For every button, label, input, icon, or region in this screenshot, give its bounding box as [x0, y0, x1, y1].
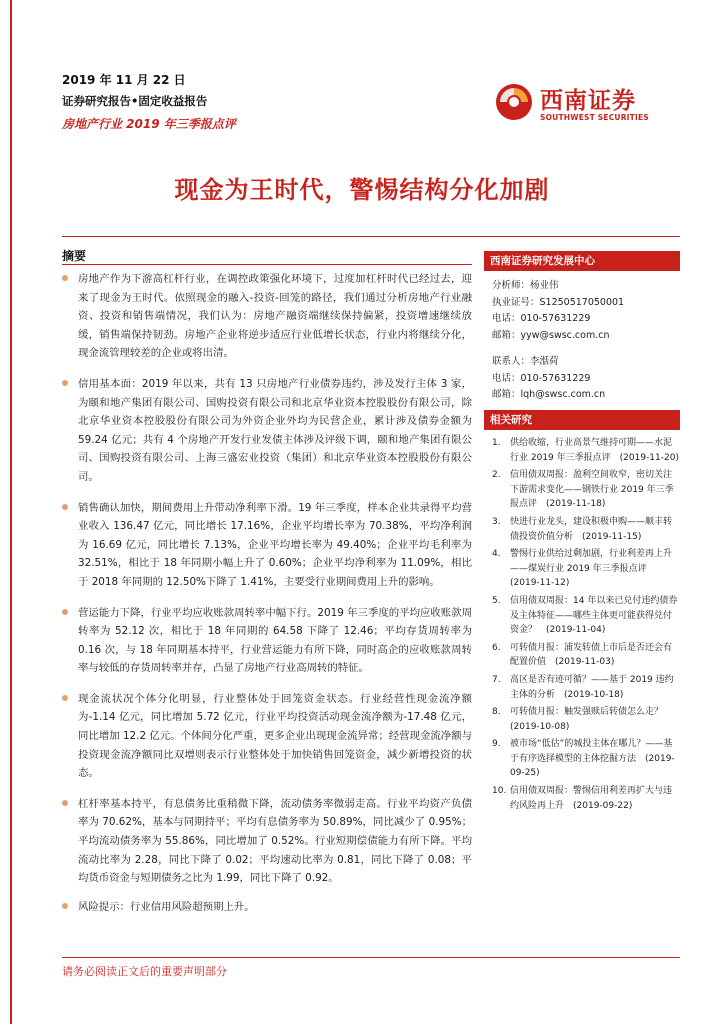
- report-topic: 房地产行业 2019 年三季报点评: [62, 117, 236, 131]
- bullet-icon: [62, 903, 68, 909]
- research-center-heading: 西南证券研究发展中心: [484, 251, 680, 271]
- analyst-email[interactable]: 邮箱：yyw@swsc.com.cn: [492, 329, 610, 341]
- left-margin-rule: [10, 0, 12, 1024]
- bullet-icon: [62, 695, 68, 701]
- analyst-contact: [484, 278, 680, 404]
- footer-divider: [62, 957, 680, 958]
- contact-email[interactable]: 邮箱：lqh@swsc.com.cn: [492, 389, 606, 400]
- summary-paragraph: 信用基本面：2019 年以来，共有 13 只房地产行业债券违约，涉及发行主体 3 家，为颐和地产集团有限公司、国购投资有限公司和北京华业资本控股股份有限公司，除北京华业资本控股股份有限公司为外资企业外均为民营企业，累计涉及债券金额为 59.24 亿元；共有 4 个房地产开发行业发债主体涉及评级下调，颐和地产集团有限公司、国购投资有限公司、上海三盛宏业投资（集团）和北京华业资本控股股份有限公司。: [62, 375, 472, 487]
- report-type: 证券研究报告•固定收益报告: [62, 94, 208, 108]
- contact-gap: [484, 344, 680, 354]
- risk-warning: 风险提示：行业信用风险超预期上升。: [62, 898, 472, 917]
- summary-paragraph: 房地产作为下游高杠杆行业，在调控政策强化环境下，过度加杠杆时代已经过去，迎来了现金为王时代。依照现金的融入-投资-回笼的路径，我们通过分析房地产行业融资、投资和销售端情况，我们认为：房地产融资端继续保持偏紧，投资增速继续放缓，销售端保持韧劲。房地产企业将逆步适应行业低增长状态，行业内将继续分化，现金流管理较差的企业或将出清。: [62, 270, 472, 363]
- related-research-heading: 相关研究: [484, 410, 680, 430]
- footer-disclaimer: 请务必阅读正文后的重要声明部分: [62, 965, 227, 978]
- summary-paragraph: 杠杆率基本持平，有息债务比重稍微下降，流动债务率微弱走高。行业平均资产负债率为 70.62%，基本与同期持平；平均有息债务率为 50.89%，同比减少了 0.95%；平均流动债务率为 55.86%，同比增加了 0.52%。行业短期偿债能力有所下降。平均流动比率为 2.28，同比下降了 0.02；平均速动比率为 0.81，同比下降了 0.08；平均货币资金与短期债务之比为 1.99，同比下降了 0.92。: [62, 795, 472, 888]
- related-item[interactable]: 9. 被市场“低估”的城投主体在哪儿？——基于有序选择模型的主体挖掘方法 (2019-09-25): [492, 739, 675, 779]
- related-item[interactable]: 3. 快进行业龙头，建设积极申购——顺丰转债投资价值分析 (2019-11-15): [492, 516, 673, 542]
- related-research-list: [484, 436, 680, 816]
- logo-mark-icon: [494, 82, 534, 122]
- company-logo: [494, 78, 674, 128]
- logo-cn-text: 西南证券: [540, 88, 636, 114]
- related-item[interactable]: 1. 供给收缩，行业高景气维持可期——水泥行业 2019 年三季报点评 (2019-11-20): [492, 438, 679, 463]
- bullet-icon: [62, 275, 68, 281]
- related-item[interactable]: 4. 警惕行业供给过剩加剧，行业利差再上升——煤炭行业 2019 年三季报点评 (2019-11-12): [492, 549, 673, 589]
- summary-section: [62, 270, 472, 916]
- related-item[interactable]: 8. 可转债月报：触发强赎后转债怎么走？ (2019-10-08): [492, 707, 673, 732]
- summary-paragraph: 销售确认加快，期间费用上升带动净利率下滑。19 年三季度，样本企业共录得平均营业收入 136.47 亿元，同比增长 17.16%，企业平均增长率为 70.38%，平均净利润为 16.69 亿元，同比增长 7.13%，企业平均增长率为 49.40%；企业平均毛利率为 32.51%，相比于 18 年同期小幅上升了 0.60%；企业平均净利率为 11.09%，相比于 2018 年同期的 12.50%下降了 1.41%，主要受行业期间费用上升的影响。: [62, 499, 472, 592]
- related-item[interactable]: 7. 高区是否有迹可循？——基于 2019 违约主体的分析 (2019-10-18): [492, 674, 674, 700]
- related-item[interactable]: 10. 信用债双周报：警惕信用利差再扩大与违约风险再上升 (2019-09-22): [492, 786, 673, 811]
- contact-name: 联系人：李湉荷: [492, 356, 559, 367]
- summary-paragraph: 营运能力下降，行业平均应收账款周转率中幅下行。2019 年三季度的平均应收账款周转率为 52.12 次，相比于 18 年同期的 64.58 下降了 12.46；平均存货周转率为 0.16 次，与 18 年同期基本持平，行业营运能力有所下降，同时高企的应收账款周转率与较低的存货周转率并存，凸显了房地产行业高周转的特征。: [62, 604, 472, 678]
- analyst-license: 执业证号：S1250517050001: [492, 296, 625, 308]
- analyst-phone: 电话：010-57631229: [492, 313, 591, 324]
- contact-phone: 电话：010-57631229: [492, 372, 591, 384]
- related-item[interactable]: 5. 信用债双周报：14 年以来已兑付违约债券及主体特征——哪些主体更可能获得兑付资金？ (2019-11-04): [492, 595, 678, 636]
- page-title: 现金为王时代，警惕结构分化加剧: [174, 176, 550, 204]
- summary-paragraph: 现金流状况个体分化明显，行业整体处于回笼资金状态。行业经营性现金流净额为-1.14 亿元，同比增加 5.72 亿元，行业平均投资活动现金流净额为-17.48 亿元，同比增加 12.2 亿元。个体间分化严重，更多企业出现现金流异常；经营现金流净额与投资现金流净额同比双增则表示行业整体处于加快销售回笼资金，减少新增投资的状态。: [62, 690, 472, 783]
- report-date: 2019 年 11 月 22 日: [62, 73, 186, 87]
- summary-heading: 摘要: [62, 249, 87, 263]
- bullet-icon: [62, 380, 68, 386]
- title-divider: [62, 236, 680, 237]
- analyst-name: 分析师：杨业伟: [492, 280, 559, 291]
- bullet-icon: [62, 609, 68, 615]
- summary-divider: [62, 264, 472, 265]
- logo-en-text: SOUTHWEST SECURITIES: [540, 113, 649, 122]
- bullet-icon: [62, 504, 68, 510]
- bullet-icon: [62, 800, 68, 806]
- related-item[interactable]: 2. 信用债双周报：盈利空间收窄，密切关注下游需求变化——钢铁行业 2019 年三季报点评 (2019-11-18): [492, 470, 674, 510]
- related-item[interactable]: 6. 可转债月报：浦发转债上市后是否还会有配置价值 (2019-11-03): [492, 642, 673, 668]
